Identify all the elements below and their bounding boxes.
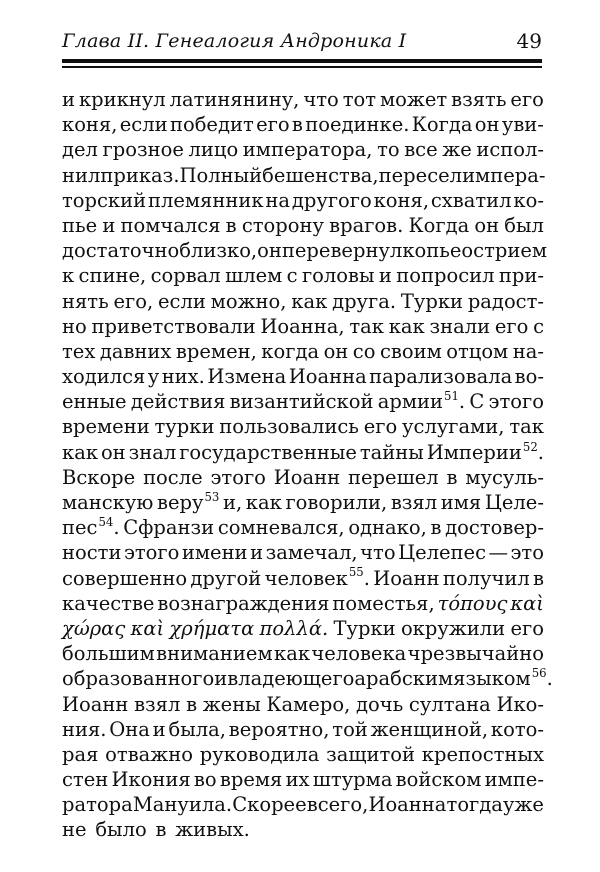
word: врагов. <box>329 213 404 237</box>
word: был <box>504 213 544 237</box>
word: Икония <box>111 768 191 792</box>
word: уви- <box>501 113 544 137</box>
word: кото- <box>490 717 544 741</box>
word: не <box>62 818 87 842</box>
word: имя <box>440 491 482 514</box>
text-line <box>62 87 544 112</box>
word: на- <box>512 339 544 363</box>
word: совершенно <box>62 566 188 590</box>
word: окружили <box>400 616 506 640</box>
word: тайны <box>359 440 424 464</box>
word: человек$^{55}$. <box>264 565 370 590</box>
word: однако, <box>348 516 427 540</box>
word: его <box>494 314 529 338</box>
word: это <box>510 541 544 565</box>
word: другого <box>291 188 372 212</box>
word: победит <box>169 113 254 137</box>
text-line <box>62 717 544 742</box>
word: Мануила. <box>132 793 233 817</box>
word: языком$^{56}$. <box>453 666 553 691</box>
text-line <box>62 515 544 540</box>
word: время <box>219 768 283 792</box>
word: после <box>143 465 203 489</box>
word: всего, <box>306 793 369 817</box>
word: достаточно <box>62 239 180 263</box>
word: человека <box>311 642 407 666</box>
word: в <box>533 566 544 590</box>
word: тот <box>342 88 377 111</box>
word: было <box>95 818 147 842</box>
word: друга. <box>332 289 397 313</box>
text-line <box>62 263 544 288</box>
word: Камеро, <box>266 692 351 716</box>
word: испол- <box>476 138 544 162</box>
word: стен <box>62 768 109 792</box>
word: жены <box>202 692 261 716</box>
word: была, <box>168 717 226 741</box>
word: манскую <box>62 491 154 514</box>
word: латинянину, <box>169 88 300 111</box>
word: рая <box>62 742 99 766</box>
word: владеющего <box>227 667 355 691</box>
text-line <box>62 465 544 490</box>
word: πολλά. <box>259 616 329 640</box>
word: имени <box>181 541 248 565</box>
word: знал <box>128 440 177 464</box>
text-line <box>62 238 548 263</box>
word: грозное <box>102 138 184 162</box>
word: он <box>323 339 349 363</box>
word: отважно <box>105 742 193 766</box>
word: Когда <box>411 113 473 137</box>
word: при- <box>498 264 544 288</box>
word: в <box>291 113 303 137</box>
footnote-marker: 56 <box>531 666 547 681</box>
word: и <box>250 541 264 565</box>
word: с <box>533 314 544 338</box>
word: дел <box>62 138 98 162</box>
word: вниманием <box>156 642 273 666</box>
word: Она <box>109 717 150 741</box>
word: сорвал <box>150 264 221 288</box>
page-number: 49 <box>516 29 542 53</box>
word: шлем <box>225 264 283 288</box>
word: в <box>155 818 167 842</box>
word: коня, <box>373 188 430 212</box>
text-line <box>62 540 544 565</box>
word: но <box>62 314 87 338</box>
word: лицо <box>188 138 239 162</box>
word: χρήματα <box>169 616 255 640</box>
word: парализовала <box>369 365 513 389</box>
word: как <box>62 440 99 464</box>
word: ности <box>62 541 122 565</box>
word: если <box>158 289 206 313</box>
text-line <box>62 792 544 817</box>
footnote-marker: 55 <box>348 565 364 580</box>
word: к <box>62 264 75 288</box>
word: поединке. <box>305 113 410 137</box>
word: времени <box>62 415 150 439</box>
word: он <box>474 213 500 237</box>
word: и, <box>222 491 243 514</box>
text-line <box>62 767 544 792</box>
word: действия <box>130 390 226 414</box>
word: он <box>100 440 126 464</box>
text-line <box>62 591 544 616</box>
word: Иоанн <box>273 465 341 489</box>
text-line <box>62 188 544 213</box>
text-line <box>62 414 544 439</box>
word: султана <box>408 692 491 716</box>
word: арабским <box>354 667 454 691</box>
word: что <box>303 88 339 111</box>
word: и <box>378 264 392 288</box>
word: копье <box>402 239 462 263</box>
footnote-marker: 52 <box>522 439 538 454</box>
word: его, <box>113 289 154 313</box>
word: крепостных <box>421 742 544 766</box>
word: сторону <box>241 213 324 237</box>
word: радост- <box>467 289 544 313</box>
word: сомневался, <box>217 516 345 540</box>
word: дочь <box>355 692 404 716</box>
word: времен, <box>175 339 257 363</box>
word: во- <box>514 365 544 389</box>
word: Турки <box>333 616 396 640</box>
word: перешел <box>348 465 439 489</box>
word: Скорее <box>232 793 307 817</box>
word: этого <box>123 541 180 565</box>
word: армии$^{51}$. <box>377 389 466 414</box>
word: спине, <box>78 264 147 288</box>
word: их <box>285 768 310 792</box>
word: взять <box>451 88 507 111</box>
word: καὶ <box>510 591 544 615</box>
word: то <box>377 138 400 162</box>
word: достовер- <box>445 516 544 540</box>
word: Полный <box>179 163 263 187</box>
header-rule-thick <box>62 59 542 63</box>
word: импе- <box>484 768 544 792</box>
word: и <box>152 717 166 741</box>
word: руководила <box>199 742 320 766</box>
word: у <box>147 365 160 389</box>
word: со <box>352 339 376 363</box>
word: торский <box>62 188 147 212</box>
word: Иоанн <box>62 692 129 716</box>
word: енные <box>62 390 127 414</box>
word: тогда <box>446 793 503 817</box>
text-line <box>62 641 544 666</box>
word: Иоанна <box>368 793 447 817</box>
word: в <box>186 692 198 716</box>
word: можно, <box>210 289 287 313</box>
word: мусуль- <box>465 465 544 489</box>
word: ко- <box>513 188 544 212</box>
word: что <box>360 541 396 565</box>
word: Целепес <box>398 541 486 565</box>
word: χώρας <box>62 616 126 640</box>
word: ния. <box>62 717 107 741</box>
word: же <box>442 138 472 162</box>
word: схватил <box>430 188 512 212</box>
word: пес$^{54}$. <box>62 515 120 540</box>
text-line <box>62 490 544 515</box>
word: нил <box>62 163 101 187</box>
word: знали <box>429 314 491 338</box>
text-line <box>62 289 544 314</box>
word: когда <box>261 339 320 363</box>
word: пересел <box>378 163 463 187</box>
word: коня, <box>62 113 118 137</box>
running-title: Глава II. Генеалогия Андроника I <box>62 30 407 52</box>
text-line <box>62 112 544 137</box>
word: вероятно, <box>228 717 330 741</box>
word: приветствовали <box>91 314 256 338</box>
word: этого <box>488 390 544 414</box>
word: близко, <box>179 239 258 263</box>
word: племянник <box>147 188 264 212</box>
word: нять <box>62 289 109 313</box>
word: так <box>349 314 384 338</box>
word: и <box>214 667 228 691</box>
word: попросил <box>396 264 495 288</box>
text-line <box>62 339 544 364</box>
text-line <box>62 817 544 842</box>
word: образованного <box>62 667 215 691</box>
running-head <box>62 26 542 56</box>
word: императора, <box>242 138 373 162</box>
word: как <box>245 491 282 514</box>
word: крикнул <box>78 88 166 111</box>
word: тех <box>62 339 96 363</box>
word: большим <box>62 642 155 666</box>
word: Турки <box>400 289 464 313</box>
word: взял <box>134 692 181 716</box>
word: давних <box>99 339 172 363</box>
word: он <box>474 113 500 137</box>
word: может <box>380 88 448 111</box>
text-line <box>62 137 544 162</box>
text-line <box>62 389 544 414</box>
word: штурма <box>312 768 393 792</box>
word: говорили, <box>285 491 388 514</box>
word: с <box>286 264 298 288</box>
word: веру$^{53}$ <box>156 489 220 514</box>
word: живых. <box>175 818 250 842</box>
word: замечал, <box>265 541 358 565</box>
word: другой <box>190 566 262 590</box>
word: услугами, <box>402 415 505 439</box>
text-line <box>62 364 544 389</box>
word: во <box>193 768 217 792</box>
header-rule-thin <box>62 66 542 68</box>
word: византийской <box>229 390 374 414</box>
word: защитой <box>326 742 416 766</box>
word: Иоанна, <box>260 314 345 338</box>
text-line <box>62 213 544 238</box>
word: все <box>404 138 438 162</box>
text-line <box>62 692 544 717</box>
word: бешенства, <box>262 163 379 187</box>
text-line <box>62 314 544 339</box>
word: если <box>119 113 168 137</box>
word: С <box>469 390 485 414</box>
word: Измена <box>207 365 287 389</box>
word: τόπους <box>437 591 508 615</box>
word: уже <box>503 793 544 817</box>
footnote-marker: 53 <box>204 489 220 504</box>
footnote-marker: 51 <box>444 389 459 404</box>
word: Сфранзи <box>123 516 215 540</box>
word: пье <box>62 213 98 237</box>
word: Когда <box>408 213 470 237</box>
word: получил <box>442 566 530 590</box>
word: — <box>488 541 508 565</box>
word: как <box>388 314 425 338</box>
word: ходился <box>62 365 146 389</box>
word: государственные <box>179 440 357 464</box>
word: его <box>510 88 544 111</box>
word: Иоанн <box>373 566 440 590</box>
word: как <box>274 642 311 666</box>
word: перевернул <box>281 239 403 263</box>
word: женщиной, <box>370 717 489 741</box>
text-line <box>62 616 544 641</box>
word: вознаграждения <box>157 591 330 615</box>
word: ратора <box>62 793 133 817</box>
word: он <box>257 239 282 263</box>
word: его <box>510 616 544 640</box>
word: этого <box>210 465 266 489</box>
word: καὶ <box>130 616 165 640</box>
word: в <box>430 516 442 540</box>
word: и <box>102 213 116 237</box>
word: в <box>446 465 458 489</box>
word: поместья, <box>332 591 435 615</box>
word: отцом <box>446 339 509 363</box>
word: Целе- <box>484 491 544 514</box>
word: и <box>62 88 75 111</box>
word: головы <box>301 264 375 288</box>
text-line <box>62 163 544 188</box>
word: в <box>225 213 237 237</box>
word: турки <box>154 415 215 439</box>
body-text <box>62 87 553 843</box>
word: войском <box>395 768 482 792</box>
word: Империи$^{52}$. <box>426 439 544 464</box>
word: так <box>509 415 544 439</box>
word: острием <box>461 239 548 263</box>
word: его <box>256 113 290 137</box>
word: импера- <box>462 163 546 187</box>
text-line <box>62 666 553 691</box>
word: Иоанна <box>288 365 367 389</box>
word: своим <box>379 339 442 363</box>
word: помчался <box>120 213 221 237</box>
word: той <box>332 717 368 741</box>
word: них. <box>161 365 205 389</box>
text-line <box>62 742 544 767</box>
word: Ико- <box>496 692 544 716</box>
word: как <box>291 289 328 313</box>
text-line <box>62 440 544 465</box>
word: приказ. <box>100 163 180 187</box>
word: пользовались <box>219 415 359 439</box>
word: взял <box>390 491 438 514</box>
word: его <box>363 415 398 439</box>
text-line <box>62 566 544 591</box>
word: качестве <box>62 591 155 615</box>
word: Вскоре <box>62 465 136 489</box>
word: на <box>265 188 291 212</box>
footnote-marker: 54 <box>98 515 114 530</box>
word: чрезвычайно <box>407 642 544 666</box>
